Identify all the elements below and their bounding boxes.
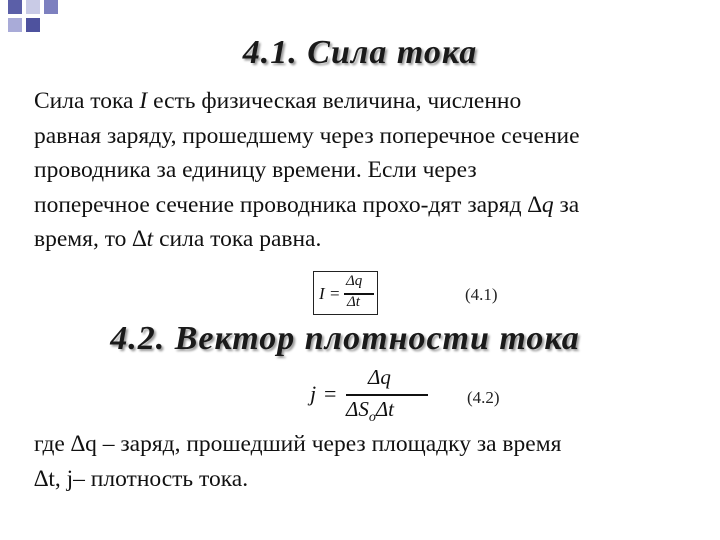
- deco-square: [8, 0, 22, 14]
- text-line: [34, 84, 704, 119]
- formula-current-density: [310, 365, 440, 425]
- symbol-time: ∆t: [132, 226, 154, 252]
- text-line: где ∆q – заряд, прошедший через площадку за время: [34, 431, 562, 457]
- formula-equals: =: [330, 284, 340, 303]
- fraction-bar: [346, 394, 428, 396]
- text-fragment: есть физическая величина, численно: [147, 88, 522, 114]
- formula-subscript: o: [368, 410, 376, 426]
- slide-title-current: 4.1. Сила тока: [242, 34, 478, 71]
- text-line: равная заряду, прошедшему через поперечное сечение: [34, 122, 580, 149]
- text-line: ∆t, j– плотность тока.: [34, 465, 249, 492]
- text-line: [34, 222, 704, 257]
- explanation-paragraph: [34, 427, 704, 496]
- formula-time-symbol: Δt: [375, 397, 394, 421]
- symbol-charge: ∆q: [527, 191, 554, 218]
- formula-equals: =: [324, 381, 337, 406]
- formula-lhs: I: [319, 284, 325, 303]
- text-fragment: за: [553, 191, 580, 218]
- text-fragment: сила тока равна.: [153, 226, 322, 252]
- text-line: проводника за единицу времени. Если через: [34, 157, 477, 183]
- formula-area-symbol: ΔS: [346, 397, 369, 421]
- formula-numerator: Δq: [346, 273, 363, 289]
- formula-fraction: [346, 365, 428, 425]
- formula-fraction: [344, 273, 374, 313]
- formula-numerator: Δq: [368, 365, 391, 389]
- text-fragment: Сила тока: [34, 88, 140, 114]
- slide-title-current-density: 4.2. Вектор плотности тока: [110, 320, 580, 357]
- equation-number: (4.2): [467, 388, 500, 407]
- text-line: [34, 188, 704, 223]
- deco-square: [44, 0, 58, 14]
- deco-square: [26, 0, 40, 14]
- equation-number: (4.1): [465, 285, 498, 304]
- deco-square: [8, 18, 22, 32]
- formula-denominator: Δt: [347, 294, 360, 310]
- formula-current: [313, 271, 378, 315]
- formula-denominator: [346, 397, 394, 426]
- symbol-current: I: [139, 88, 148, 114]
- deco-square: [26, 18, 40, 32]
- formula-lhs: j: [310, 381, 317, 406]
- definition-paragraph: [34, 84, 704, 257]
- text-fragment: время, то: [34, 226, 133, 252]
- text-fragment: поперечное сечение проводника прохо-дят заряд: [34, 191, 528, 218]
